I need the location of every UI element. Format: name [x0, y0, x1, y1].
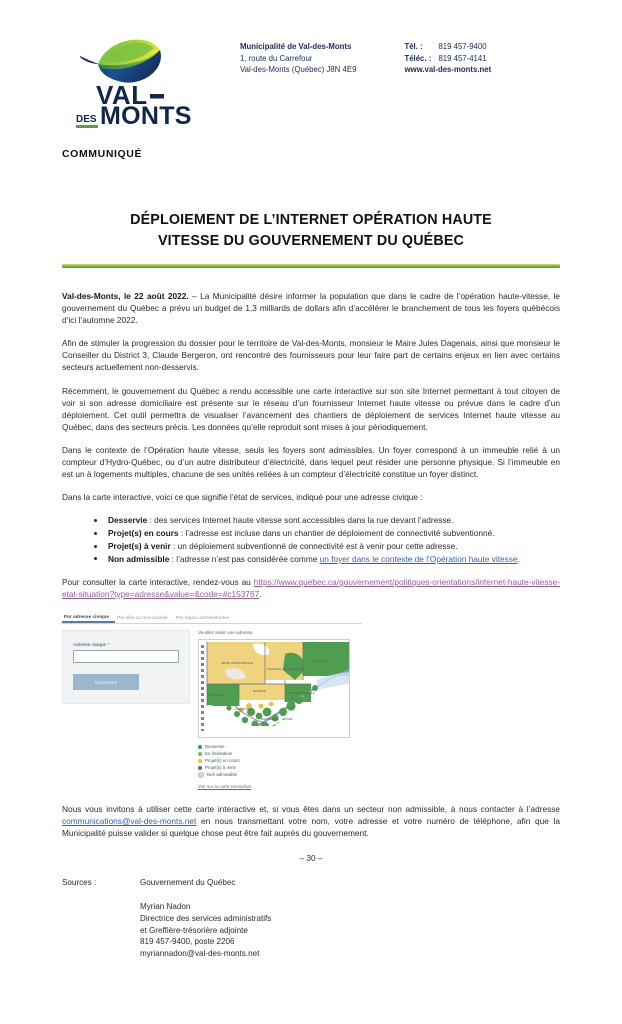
municipality-address — [240, 41, 356, 76]
map-hint-text: Veuillez saisir une adresse. — [198, 630, 254, 636]
signatory-title-line-1: Directrice des services administratifs — [140, 914, 272, 924]
map-graphic — [199, 640, 349, 737]
bullet-term: Projet(s) à venir — [108, 540, 171, 551]
required-marker: * — [107, 642, 110, 648]
submit-button[interactable]: Soumettre — [73, 674, 139, 690]
paragraph-7-part-1: Nous vous invitons à utiliser cette carte interactive et, si vous êtes dans un secteur non admissible, à nous contacter à l’adresse — [62, 804, 560, 815]
legend-item-en-finalisation — [198, 750, 362, 757]
legend-label: Desservie — [205, 744, 225, 750]
page-title-line-1: DÉPLOIEMENT DE L’INTERNET OPÉRATION HAUTE — [130, 212, 492, 228]
svg-text:CAPITALE-NATIONALE: CAPITALE-NATIONALE — [287, 692, 315, 696]
map-scale-bar — [201, 645, 204, 731]
map-panel — [198, 630, 362, 789]
legend-label: Projet(s) en cours — [205, 758, 240, 764]
bullet-text: : l’adresse n’est pas considérée comme — [169, 553, 320, 564]
bullet-text: : un déploiement subventionné de connectivité est à venir pour cette adresse. — [170, 540, 458, 551]
sources-label: Sources : — [62, 878, 97, 888]
svg-text:SAGUENAY–LAC-SAINT-JEAN: SAGUENAY–LAC-SAINT-JEAN — [267, 668, 304, 672]
legend-color-swatch — [198, 752, 202, 756]
view-interactive-map-link[interactable]: Voir sur la carte interactive — [198, 784, 252, 790]
legend-color-swatch — [198, 772, 204, 778]
bullet-text: : des services Internet haute vitesse sont accessibles dans la rue devant l’adresse. — [147, 515, 454, 526]
svg-text:MAURICIE: MAURICIE — [253, 690, 266, 694]
svg-text:ESTRIE: ESTRIE — [283, 718, 293, 722]
address-line-1: 1, route du Carrefour — [240, 53, 313, 63]
logo-text-des: DES — [76, 114, 97, 125]
quebec-map-url-link[interactable]: https://www.quebec.ca/gouvernement/politiques-orientations/internet-haute-vitesse-etat-situation?type=adresse&value=&code=#c153767 — [62, 577, 560, 600]
legend-label: Non admissible — [207, 772, 238, 778]
list-item — [108, 527, 560, 539]
closing-section — [62, 803, 560, 959]
legend-color-swatch — [198, 745, 202, 749]
legend-item-non-admissible — [198, 771, 362, 778]
signatory-name: Myrian Nadon — [140, 902, 191, 912]
svg-text:MONTÉRÉGIE: MONTÉRÉGIE — [261, 718, 279, 722]
legend-item-desservie — [198, 743, 362, 750]
signature-block — [140, 901, 560, 959]
fax-label: Téléc. : — [404, 53, 432, 63]
end-marker: – 30 – — [299, 853, 323, 864]
contact-tel-row — [404, 41, 491, 53]
website-link[interactable]: www.val-des-monts.net — [404, 65, 492, 75]
logo-wordmark — [74, 102, 204, 128]
communications-email-link[interactable]: communications@val-des-monts.net — [62, 816, 197, 827]
tab-par-adresse-civique[interactable]: Par adresse civique — [62, 614, 115, 623]
letterhead-header — [62, 0, 560, 128]
sources-value: Gouvernement du Québec — [140, 878, 236, 888]
legend-label: Projet(s) à venir — [205, 765, 236, 771]
paragraph-4: Dans le contexte de l’Opération haute vitesse, seuls les foyers sont admissibles. Un foyer correspond à un immeuble relié à un compteur d’Hydro-Québec, ou d’un autre distributeur d’électricité, dans lequel peut résider une personne physique. Si l’immeuble en est un à logements multiples, chacune de ses unités reliées à un compteur d’électricité constitue un foyer distinct. — [62, 444, 560, 480]
tab-par-region-administrative[interactable]: Par région administrative — [175, 615, 230, 621]
address-field-label — [73, 642, 179, 647]
search-mode-tabs — [62, 609, 362, 624]
fax-value: 819 457-4141 — [438, 53, 487, 63]
list-item — [108, 514, 560, 526]
signatory-title-line-2: et Greffière-trésorière adjointe — [140, 925, 248, 935]
svg-text:OUTAOUAIS: OUTAOUAIS — [209, 694, 225, 698]
address-input[interactable] — [73, 650, 179, 663]
quebec-coverage-map[interactable] — [198, 639, 350, 738]
paragraph-1-text: – La Municipalité désire informer la population que dans le cadre de l’opération haute-vitesse, le gouvernement du Québec a prévu un budget de 1,3 milliards de dollars afin d’accélérer le branchement de tous les foyers québécois d’ici l’automne 2022. — [62, 291, 560, 326]
legend-item-projets-en-cours — [198, 757, 362, 764]
svg-text:LAURENTIDES: LAURENTIDES — [235, 708, 254, 712]
address-field-label-text: Adresse civique — [73, 642, 107, 648]
service-status-list — [62, 514, 560, 565]
dateline: Val-des-Monts, le 22 août 2022. — [62, 291, 189, 301]
paragraph-7 — [62, 803, 560, 839]
org-name: Municipalité de Val-des-Monts — [240, 42, 352, 51]
signatory-phone: 819 457-9400, poste 2206 — [140, 937, 235, 947]
tel-value: 819 457-9400 — [438, 42, 487, 51]
legend-item-projets-a-venir — [198, 764, 362, 771]
svg-text:CÔTE-NORD: CÔTE-NORD — [311, 660, 327, 664]
embedded-map-tool-screenshot — [62, 609, 362, 789]
search-panel — [62, 630, 362, 789]
legend-color-swatch — [198, 759, 202, 763]
municipality-contact — [404, 41, 491, 76]
logo-text-val: VAL — [96, 80, 148, 110]
legend-color-swatch — [198, 766, 202, 770]
bullet-term: Desservie — [108, 515, 148, 526]
bullet-term: Non admissible — [108, 553, 170, 564]
address-line-2: Val-des-Monts (Québec) J8N 4E9 — [240, 65, 357, 75]
communique-label: COMMUNIQUÉ — [62, 148, 143, 160]
title-divider — [62, 264, 560, 268]
list-item — [108, 540, 560, 552]
tel-label: Tél. : — [404, 42, 423, 51]
bullet-term: Projet(s) en cours — [108, 528, 179, 539]
paragraph-2: Afin de stimuler la progression du dossier pour le territoire de Val-des-Monts, monsieur le Maire Jules Dagenais, ainsi que monsieur le Conseiller du District 3, Claude Bergeron, ont rencontré des fournisseurs pour leur faire part de certains enjeux en lien avec certains secteurs actuellement non-desservis. — [62, 338, 560, 373]
paragraph-7-part-2: en nous transmettant votre nom, votre adresse et votre numéro de téléphone, afin que la Municipalité puisse valider si quelque chose peut être fait auprès du gouvernement. — [62, 816, 560, 839]
svg-text:ABITIBI-TÉMISCAMINGUE: ABITIBI-TÉMISCAMINGUE — [221, 662, 253, 666]
foyer-definition-link[interactable]: un foyer dans le contexte de l’Opération haute vitesse — [319, 553, 518, 564]
page-title-line-2: VITESSE DU GOUVERNEMENT DU QUÉBEC — [157, 233, 464, 249]
sources-row — [62, 877, 560, 889]
article-body — [62, 290, 560, 600]
signatory-email[interactable]: myriannadon@val-des-monts.net — [140, 948, 260, 958]
list-item — [108, 553, 560, 565]
paragraph-1 — [62, 290, 560, 326]
map-legend — [198, 743, 362, 778]
legend-label: En finalisation — [205, 751, 233, 757]
paragraph-6 — [62, 576, 560, 600]
contact-fax-row — [404, 53, 491, 65]
municipality-logo — [74, 28, 204, 128]
logo-text-monts: MONTS — [100, 102, 192, 128]
logo-leaf-icon — [74, 28, 204, 112]
address-search-form — [62, 630, 190, 704]
paragraph-5: Dans la carte interactive, voici ce que signifie l’état de services, indiqué pour une adresse civique : — [62, 492, 423, 503]
bullet-text: : l’adresse est incluse dans un chantier de déploiement de connectivité subventionné. — [178, 528, 495, 539]
page-title — [62, 210, 560, 252]
paragraph-6-lead: Pour consulter la carte interactive, rendez-vous au — [62, 577, 254, 587]
paragraph-6-tail: . — [259, 589, 262, 600]
bullet-tail: . — [517, 553, 520, 564]
paragraph-3: Récemment, le gouvernement du Québec a rendu accessible une carte interactive sur son site Internet permettant à tout citoyen de voir si son adresse domiciliaire est présente sur le réseau d’un fournisseur Internet haute vitesse ou prévue dans le cadre d’un déploiement. Cet outil permettra de visualiser l’avancement des chantiers de déploiement de services Internet haute vitesse au Québec, dans des secteurs précis. Les données qu’elle reproduit sont mises à jour périodiquement. — [62, 385, 560, 432]
tab-par-ville-ou-municipalite[interactable]: Par ville ou municipalité — [117, 615, 168, 621]
